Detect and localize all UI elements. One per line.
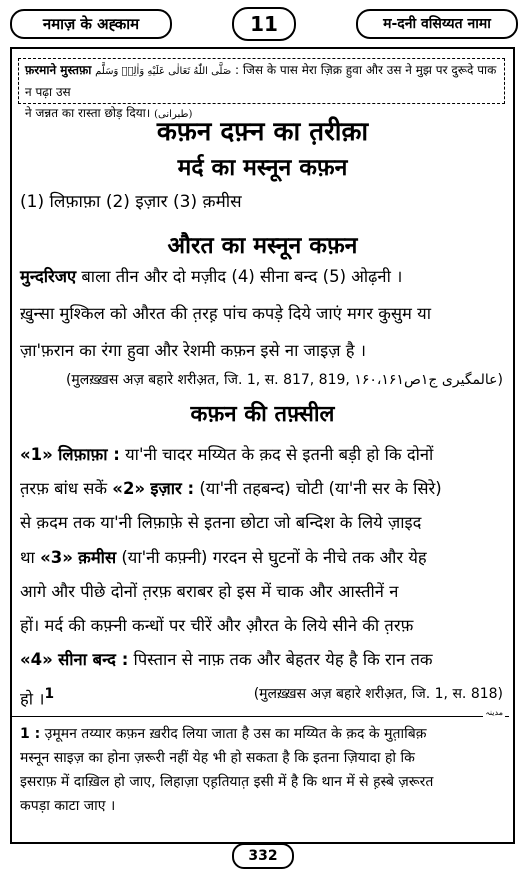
line-text: उ़मूमन तय्यार कफ़न ख़रीद लिया जाता है उस का मय्यित के क़द के मुत़ाबिक़ [40,726,427,742]
paragraph-line [20,258,505,295]
paragraph-line [20,472,505,506]
line-text: (या'नी कफ़्नी) गरदन से घुटनों के नीचे तक और येह [116,547,427,567]
paragraph-line: ज़ा'फ़रान का रंगा हुवा और रेशमी कफ़न इसे ना जाइज़ है । [20,341,366,360]
male-shroud-items: (1) लिफ़ाफ़ा (2) इज़ार (3) क़मीस [20,192,242,212]
paragraph-line [20,643,505,677]
footnote-line: मस्नून साइज़ का होना ज़रूरी नहीं येह भी हो सकता है कि इतना ज़ियादा हो कि [20,750,415,766]
footnote-separator [12,716,509,717]
details-paragraph [20,438,505,712]
paragraph-line [20,677,505,711]
reference-female: (मुलख़्ख़स अज़ बहारे शरीअ़त, जि. 1, स. 817, 819, عالمگیری ج۱ص۱۶۰،۱۶۱) [65,372,503,388]
heading-female-shroud: औरत का मस्नून कफ़न [167,233,358,259]
bold-term: क़मीस [78,547,117,567]
notice-text-1: : जिस के पास मेरा ज़िक्र हुवा और उस ने मुझ पर दुरूदे पाक न पढ़ा उस [25,63,497,99]
line-text: (या'नी तहबन्द) चोटी (या'नी सर के सिरे) [194,479,442,499]
page-title: कफ़न दफ़्न का त़रीक़ा [156,117,369,147]
header-right-title: म-दनी वसिय्यत नामा [356,9,518,39]
notice-text-2: ने जन्नत का रास्ता छोड़ दिया। [25,106,151,120]
paragraph-line [20,438,505,472]
footnote-marker: 1 [44,686,55,703]
heading-shroud-details: कफ़न की तफ़्सील [190,402,335,427]
footnote-line [20,722,505,746]
separator-mark: مدینہ [485,708,503,717]
footnote-line: कपड़ा काटा जाए । [20,798,116,814]
line-text: हो । [20,689,45,709]
line-text: या'नी चादर मय्यित के क़द से इतनी बड़ी हो कि दोनों [119,445,434,464]
item-number: «1» [20,445,53,464]
item-number: «4» [20,650,53,670]
book-page-number: 332 [232,843,294,869]
line-text: बाला तीन और दो मज़ीद (4) सीना बन्द (5) ओढ़नी । [76,267,403,286]
notice-label: फ़रमाने मुस्तफ़ा [25,63,92,77]
line-text: था [20,547,35,567]
notice-source: (طبرانی) [154,109,193,120]
paragraph-line: आगे और पीछे दोनों त़रफ़ बराबर हो इस में चाक और आस्तीनें न [20,581,399,601]
female-shroud-paragraph [20,258,505,369]
footnote-number: 1 : [20,726,41,742]
bold-word: मुन्दरिजए [20,267,77,286]
item-number: «3» [40,547,73,567]
paragraph-line: ख़ुन्सा मुश्किल को औरत की त़रह़ पांच कपड़े दिये जाएं मगर कुसुम या [20,304,431,323]
heading-male-shroud: मर्द का मस्नून कफ़न [177,155,348,181]
notice-honorific: صَلَّى اللّٰهُ تَعَالٰى عَلَيْهِ وَاٰلِهٖ وَسَلَّم [95,66,232,77]
line-text: पिस्तान से नाफ़ तक और बेहतर येह है कि रान तक [128,650,433,670]
reference-details: (मुलख़्ख़स अज़ बहारे शरीअ़त, जि. 1, स. 818) [253,686,503,703]
footnote-line: इसराफ़ में दाख़िल हो जाए, लिहाज़ा एह़तियात़ इसी में है कि थान में से ह़स्बे ज़रूरत [20,774,434,790]
bold-term: लिफ़ाफ़ा : [58,445,120,464]
footnote [20,722,505,818]
item-number: «2» [112,479,146,499]
header-left-title: नमाज़ के अह्काम [10,9,172,39]
line-text: त़रफ़ बांध सकें [20,479,108,499]
bold-term: इज़ार : [150,479,195,499]
paragraph-line [20,541,505,575]
bold-term: सीना बन्द : [58,650,129,670]
paragraph-line: हों। मर्द की कफ़्नी कन्धों पर चीरें और औ़रत के लिये सीने की त़रफ़ [20,615,414,635]
paragraph-line: से क़दम तक या'नी लिफ़ाफ़े से इतना छोटा जो बन्दिश के लिये ज़ाइद [20,513,422,533]
header-page-number: 11 [232,7,296,41]
hadith-notice [18,58,505,120]
